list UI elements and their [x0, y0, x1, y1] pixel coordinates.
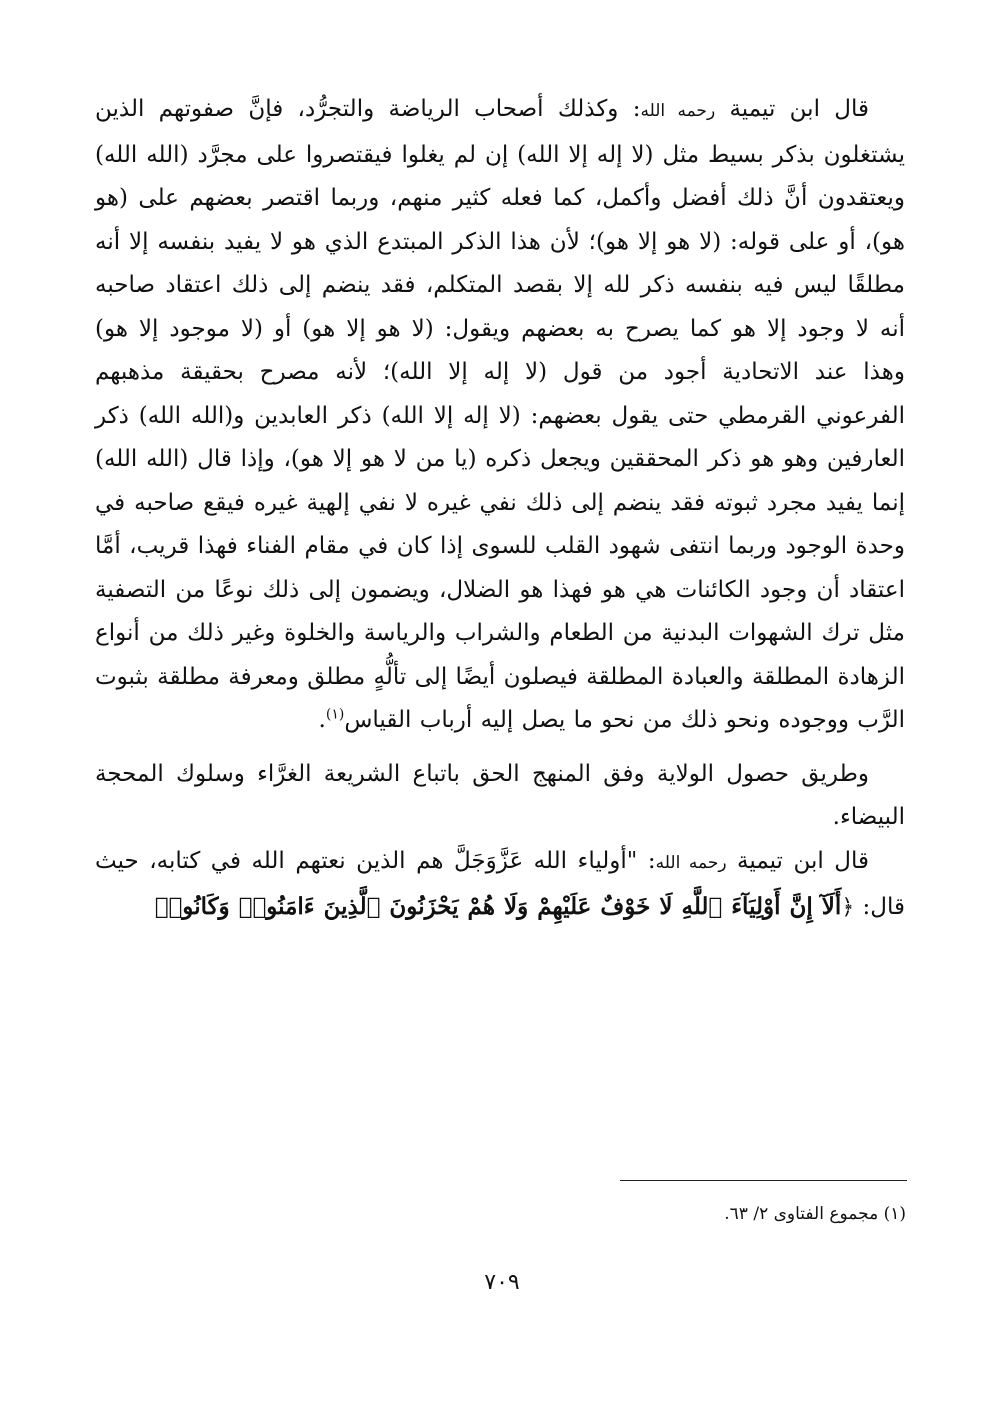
- honorific-symbol: رحمه الله: [640, 101, 716, 121]
- sentence-end: .: [318, 707, 326, 733]
- footnote: [406, 1201, 906, 1227]
- paragraph-gap: [95, 743, 905, 753]
- honorific-symbol: رحمه الله: [655, 852, 727, 873]
- paragraph-ibn-taymiyyah-quote-1: [95, 88, 905, 743]
- quote-intro: قال ابن تيمية: [726, 847, 869, 874]
- footnote-text: (١) مجموع الفتاوى ٢/ ٦٣.: [724, 1204, 906, 1224]
- paragraph-text: وطريق حصول الولاية وفق المنهج الحق باتباع الشريعة الغرَّاء وسلوك المحجة البيضاء.: [95, 760, 905, 830]
- quran-verse: أَلَآ إِنَّ أَوْلِيَآءَ ٱللَّهِ لَا خَوْفٌ عَلَيْهِمْ وَلَا هُمْ يَحْزَنُونَ ٱلَّذِينَ ءَامَنُوا۟ وَكَانُوا۟: [154, 893, 842, 920]
- quote-intro: قال ابن تيمية: [715, 96, 869, 122]
- document-page: [95, 88, 905, 930]
- paragraph-path-to-wilayah: [95, 753, 905, 840]
- page-number: ٧٠٩: [484, 1270, 520, 1295]
- footnote-reference[interactable]: (١): [325, 706, 345, 723]
- quran-bracket-open: ﴿: [841, 895, 855, 920]
- quote-body: : وكذلك أصحاب الرياضة والتجرُّد، فإنَّ صفوتهم الذين يشتغلون بذكر بسيط مثل (لا إله إلا الله) إن لم يغلوا فيقتصروا على مجرَّد (الله الله) ويعتقدون أنَّ ذلك أفضل وأكمل، كما فعله كثير منهم، وربما اقتصر بعضهم على (هو هو)، أو على قوله: (لا هو إلا هو)؛ لأن هذا الذكر المبتدع الذي هو لا يفيد بنفسه إلا أنه مطلقًا ليس فيه بنفسه ذكر لله إلا بقصد المتكلم، فقد ينضم إلى ذلك اعتقاد صاحبه أنه لا وجود إلا هو كما يصرح به بعضهم ويقول: (لا هو إلا هو) أو (لا موجود إلا هو) وهذا عند الاتحادية أجود من قول (لا إله إلا الله)؛ لأنه مصرح بحقيقة مذهبهم الفرعوني القرمطي حتى يقول بعضهم: (لا إله إلا الله) ذكر العابدين و(الله الله) ذكر العارفين وهو هو ذكر المحققين ويجعل ذكره (يا من لا هو إلا هو)، وإذا قال (الله الله) إنما يفيد مجرد ثبوته فقد ينضم إلى ذلك نفي غيره لا نفي إلهية غيره فيقع صاحبه في وحدة الوجود وربما انتفى شهود القلب للسوى إذا كان في مقام الفناء فهذا قريب، أمَّا اعتقاد أن وجود الكائنات هي هو فهذا هو الضلال، ويضمون إلى ذلك نوعًا من التصفية مثل ترك الشهوات البدنية من الطعام والشراب والرياسة والخلوة وغير ذلك من أنواع الزهادة المطلقة والعبادة المطلقة فيصلون أيضًا إلى تألُّهٍ مطلق ومعرفة مطلقة بثبوت الرَّب ووجوده ونحو ذلك من نحو ما يصل إليه أرباب القياس: [95, 96, 905, 733]
- quote-body: : "أولياء الله عَزَّوَجَلَّ هم الذين نعتهم الله في كتابه، حيث قال:: [95, 847, 905, 920]
- footnote-separator: [620, 1180, 907, 1181]
- paragraph-ibn-taymiyyah-quote-2: [95, 840, 905, 930]
